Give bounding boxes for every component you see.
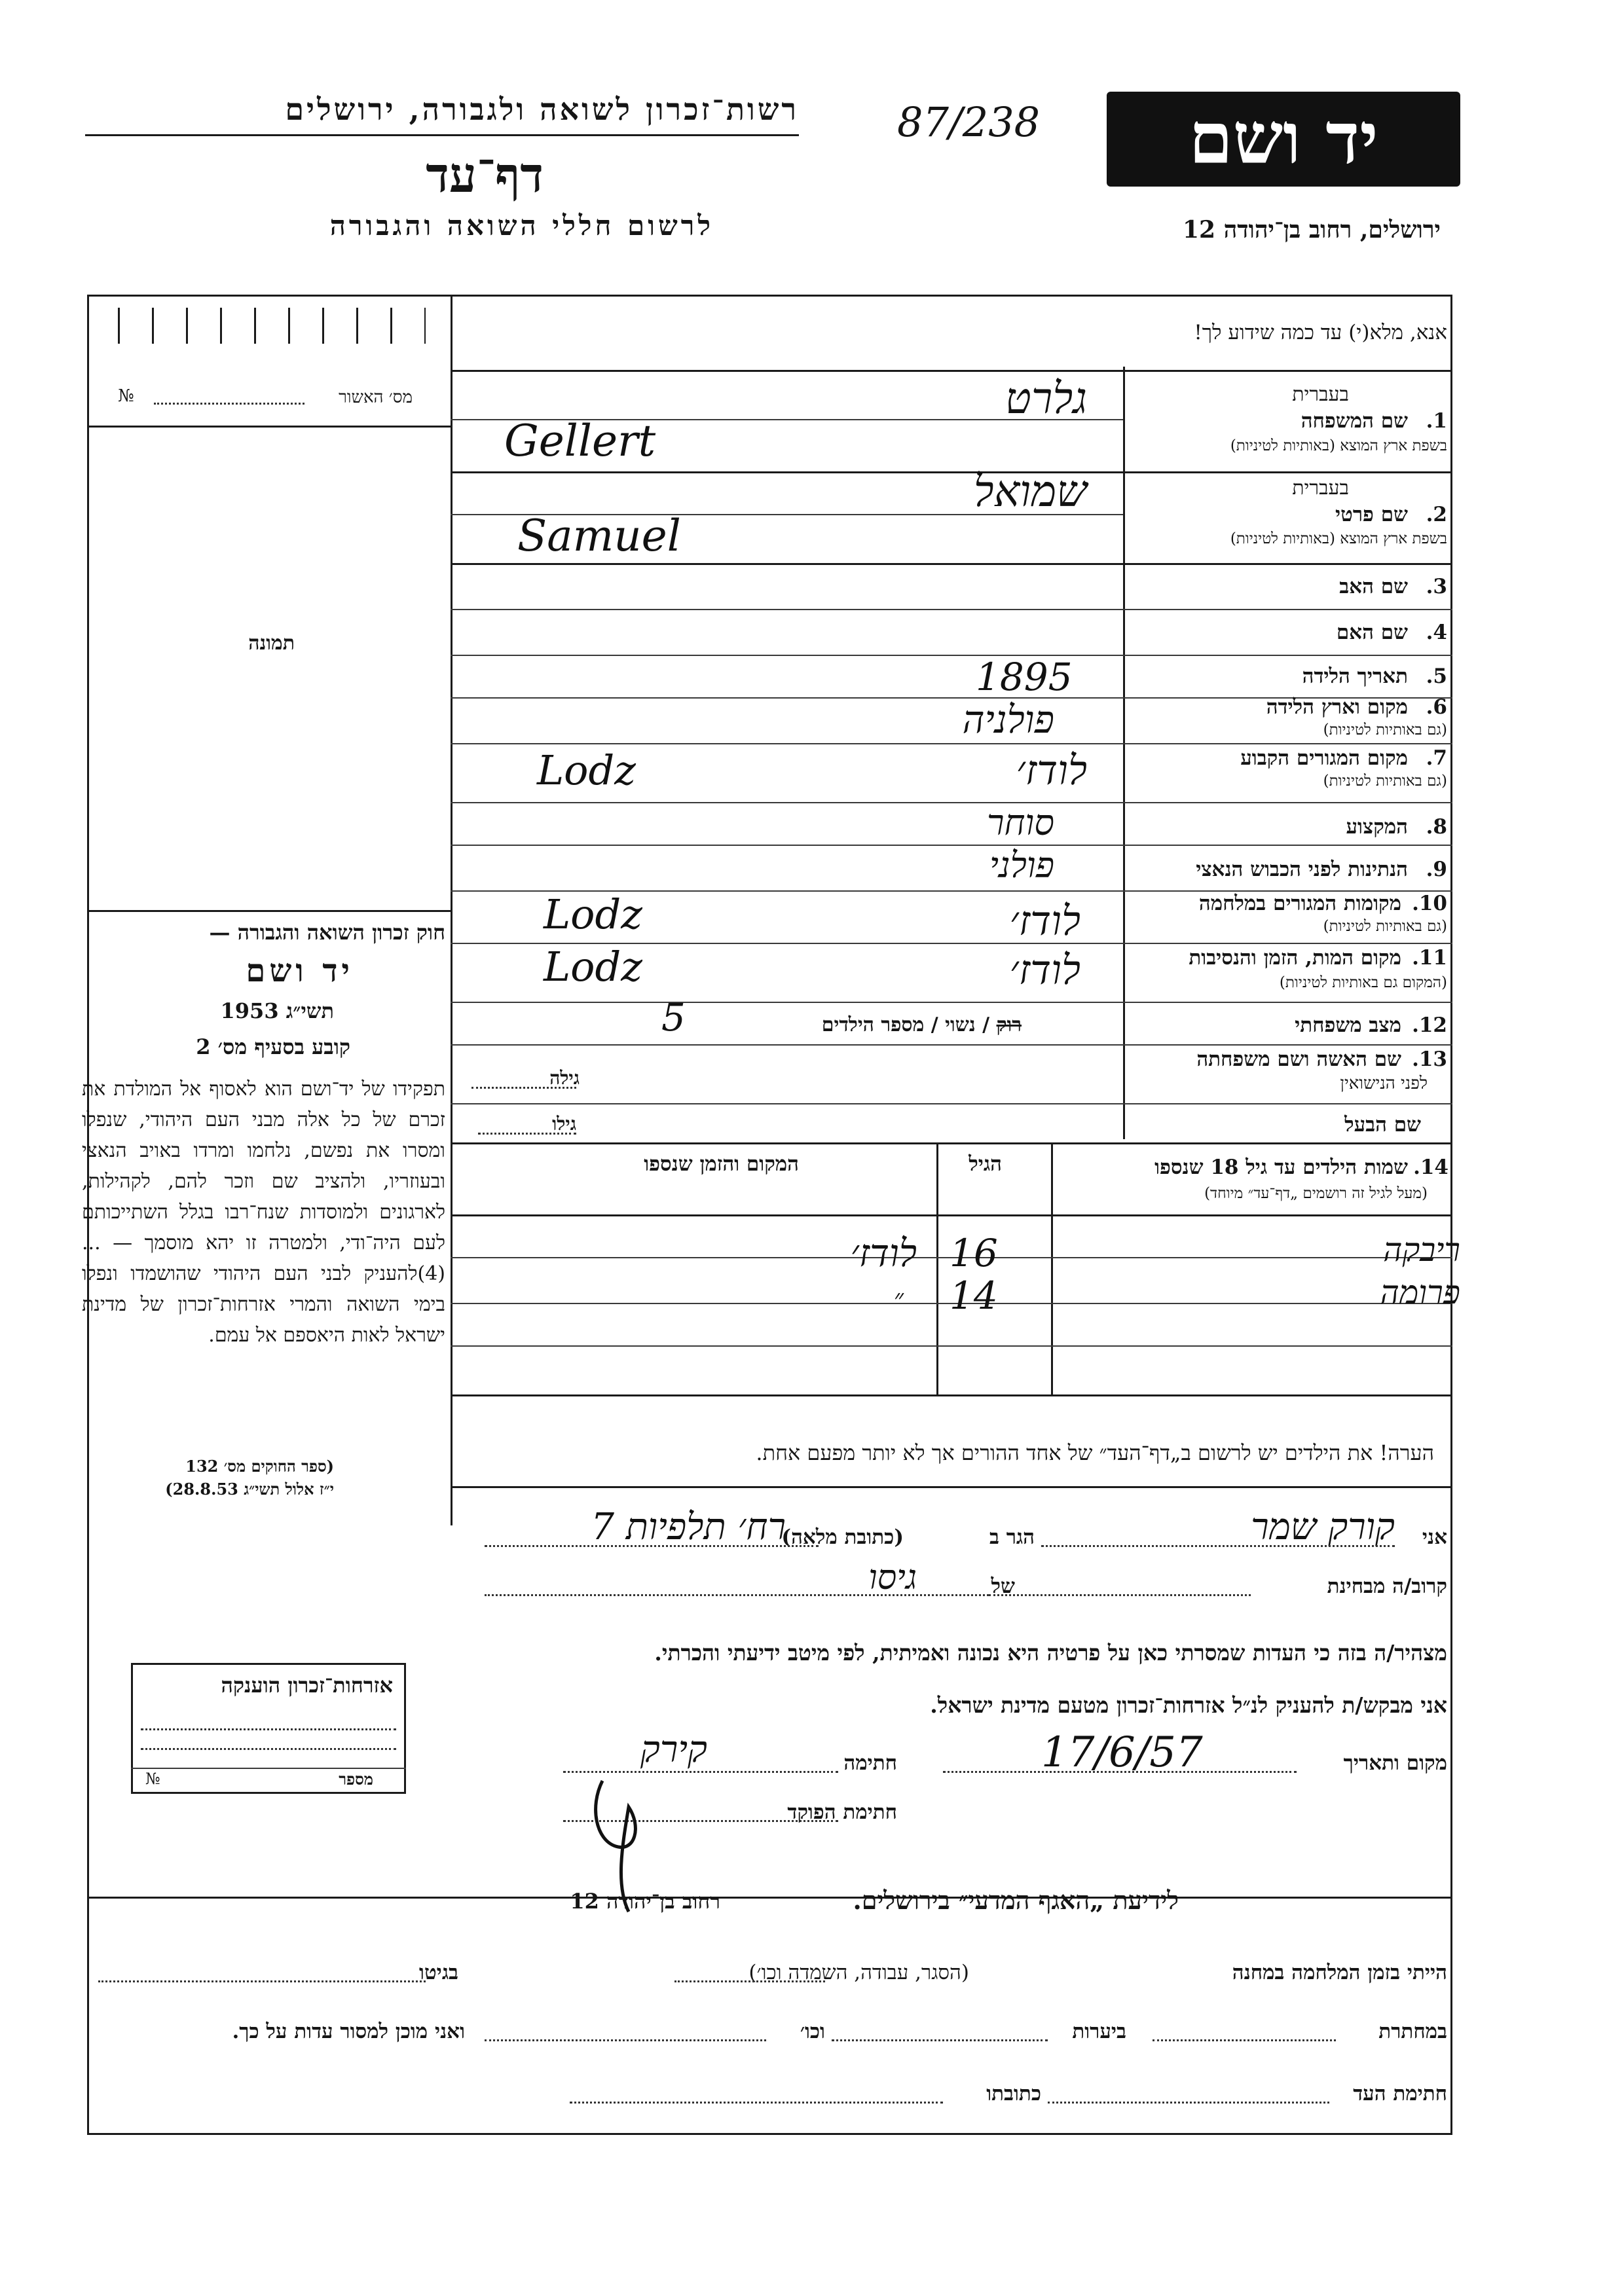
husband-age-dots xyxy=(478,1133,576,1135)
citizenship-line-2 xyxy=(141,1748,396,1750)
f12-options-rest: / נשוי / מספר הילדים xyxy=(821,1013,990,1036)
f12-children-count[interactable]: 5 xyxy=(661,995,686,1040)
declarant-relation-label: קרוב/ה מבחינת xyxy=(1327,1575,1447,1598)
declarant-signature[interactable]: קירק xyxy=(640,1728,707,1771)
citizenship-bottom-line xyxy=(131,1768,406,1769)
research-line3-dots-1 xyxy=(1048,2102,1329,2104)
citizenship-number-label: מספר xyxy=(339,1770,373,1789)
f2-value-hebrew[interactable]: שמואל xyxy=(973,466,1087,517)
f13-label: שם האשה ושם משפחתה xyxy=(1196,1048,1401,1071)
f9-label: הנתינות לפני הכבוש הנאצי xyxy=(1196,858,1408,881)
f12-struck-option: רוק xyxy=(996,1013,1022,1036)
declarant-address-dots xyxy=(485,1545,819,1547)
request-text: אני מבקש/ת להעניק לנ״ל אזרחות־זכרון מטעם מדינת ישראל. xyxy=(930,1692,1447,1718)
f10-value-latin[interactable]: Lodz xyxy=(544,890,642,938)
f12-label: מצב משפחתי xyxy=(1295,1013,1401,1037)
f10-sub: (גם באותיות לטיניות) xyxy=(1323,918,1447,935)
law-year: תשי״ג 1953 xyxy=(220,998,334,1023)
row-line-1 xyxy=(451,471,1452,473)
children-subtitle: (מעל לגיל זה רושמים „דף־עד״ מיוחד) xyxy=(1204,1185,1428,1202)
children-table-bottom xyxy=(451,1394,1452,1396)
declarant-of-dots xyxy=(485,1594,989,1596)
research-line2-d: ואני מוכן למסור עדות על כך. xyxy=(232,2020,465,2043)
f2-label: שם פרטי xyxy=(1335,503,1408,526)
f1-hebrew-tag: בעברית xyxy=(1292,383,1349,406)
f1-value-hebrew[interactable]: גלרט xyxy=(1005,373,1087,424)
row-line-8 xyxy=(451,845,1452,846)
signature-label: חתימה xyxy=(843,1751,897,1775)
photo-label: תמונה xyxy=(248,632,295,655)
law-ref-2: י״ז אלול תשי״ג 28.8.53) xyxy=(165,1480,334,1499)
f2-hebrew-tag: בעברית xyxy=(1292,477,1349,500)
children-row-line-3 xyxy=(451,1345,1452,1347)
approval-label: מס׳ האשור xyxy=(339,388,413,407)
declaration-text: מצהיר/ה בזה כי העדות שמסרתי כאן על פרטיה היא נכונה ואמיתית, לפי מיטב ידיעתי והכרתי. xyxy=(654,1640,1447,1666)
research-title: לידיעת „האגף המדעי״ בירושלים. xyxy=(853,1886,1179,1915)
declarant-full-address-label: (כתובת מלאה) xyxy=(781,1525,904,1549)
child-1-place[interactable]: לודז׳ xyxy=(850,1231,917,1275)
f7-value-latin[interactable]: Lodz xyxy=(537,746,636,794)
photo-box-top xyxy=(87,426,451,428)
f11-num: 11. xyxy=(1412,946,1447,970)
f4-num: 4. xyxy=(1426,621,1447,644)
f7-value-hebrew[interactable]: לודז׳ xyxy=(1016,746,1087,794)
note-bottom-line xyxy=(451,1486,1452,1488)
children-col-divider-2 xyxy=(936,1142,938,1394)
sidebar-divider xyxy=(451,295,452,1525)
f6-value[interactable]: פולניה xyxy=(962,697,1054,742)
law-logo: יד ושם xyxy=(246,953,354,989)
logo-text: יד ושם xyxy=(1189,98,1378,180)
row-line-2 xyxy=(451,563,1452,565)
declarant-resides-label: הגר ב xyxy=(989,1525,1035,1549)
f1-latin-tag: בשפת ארץ המוצא (באותיות לטיניות) xyxy=(1230,437,1447,454)
research-address: רחוב בן־יהודה 12 xyxy=(570,1889,720,1914)
f3-num: 3. xyxy=(1426,575,1447,598)
f12-options xyxy=(822,1013,1022,1036)
husband-age-label: גילו xyxy=(552,1113,576,1135)
row-line-13 xyxy=(451,1103,1452,1104)
f11-label: מקום המות, הזמן והנסיבות xyxy=(1189,946,1401,970)
f6-sub: (גם באותיות לטיניות) xyxy=(1323,721,1447,738)
f8-num: 8. xyxy=(1426,815,1447,839)
research-line2-a: במחתרת xyxy=(1378,2020,1447,2043)
children-title: שמות הילדים עד גיל 18 שנספו xyxy=(1154,1156,1408,1179)
citizenship-title: אזרחות־זכרון הוענקה xyxy=(221,1673,393,1698)
research-line2-dots-1 xyxy=(1153,2039,1336,2041)
f11-value-latin[interactable]: Lodz xyxy=(544,943,642,991)
f7-label: מקום המגורים הקבוע xyxy=(1240,746,1408,770)
declarant-of-label: של xyxy=(991,1575,1015,1598)
form-title: דף־עד xyxy=(426,147,544,204)
child-1-age[interactable]: 16 xyxy=(950,1231,998,1275)
header-address: ירושלים, רחוב בן־יהודה 12 xyxy=(1182,216,1441,244)
photo-box-bottom xyxy=(87,910,451,912)
research-line2-c: וכו׳ xyxy=(800,2020,825,2043)
f5-label: תאריך הלידה xyxy=(1302,665,1408,688)
notice-row-line xyxy=(451,370,1452,372)
f10-value-hebrew[interactable]: לודז׳ xyxy=(1009,897,1080,945)
declarant-i-label: אני xyxy=(1422,1525,1447,1549)
f8-label: המקצוע xyxy=(1346,815,1408,839)
notice-top: אנא, מלא(י) עד כמה שידוע לך! xyxy=(1194,321,1447,344)
f4-label: שם האם xyxy=(1336,621,1408,644)
archive-number: 87/238 xyxy=(897,98,1041,146)
declarant-relation[interactable]: גיסו xyxy=(868,1558,917,1597)
row-line-12 xyxy=(451,1044,1452,1046)
research-line1-a: הייתי בזמן המלחמה במחנה xyxy=(1232,1961,1447,1984)
law-ref-1: (ספר החוקים מס׳ 132 xyxy=(185,1457,334,1476)
f1-value-latin[interactable]: Gellert xyxy=(504,416,656,466)
research-line2-dots-3 xyxy=(485,2039,766,2041)
row-line-4 xyxy=(451,655,1452,656)
husband-label: שם הבעל xyxy=(1344,1113,1421,1137)
research-line1-dots-1 xyxy=(674,1980,825,1982)
form-purpose: לרשום חללי השואה והגבורה xyxy=(329,210,714,242)
labels-divider xyxy=(1123,367,1125,1139)
place-date-label: מקום ותאריך xyxy=(1343,1751,1447,1775)
law-title: חוק זכרון השואה והגבורה — xyxy=(209,920,445,945)
declaration-date[interactable]: 17/6/57 xyxy=(1041,1728,1203,1777)
research-line2-b: ביערות xyxy=(1072,2020,1126,2043)
law-text: תפקידו של יד־ושם הוא לאסוף אל המולדת את זכרם של כל אלה מבני העם היהודי, שנפלו ומסרו את נפשם, נלחמו ומרדו באויב הנאצי ובעוזריו, ולהציב שם וזכר להם, לקהילות, לארגונים ולמוסדות שנח־רבו בגלל השתייכותם לעם היה־ודי, ולמטרה זו יהא מוסמך — ...(4)להעניק לבני העם היהודי שהושמדו ונפלו בימי השואה והמרי אזרחות־זכרון של מדינת ישראל לאות היאספם אל עמם. xyxy=(82,1078,445,1347)
f11-value-hebrew[interactable]: לודז׳ xyxy=(1009,946,1080,994)
officer-signature-label: חתימת הפוקד xyxy=(787,1800,897,1824)
tick-boxes xyxy=(118,308,426,344)
f9-num: 9. xyxy=(1426,858,1447,881)
declarant-relation-dots xyxy=(989,1594,1251,1596)
child-2-place[interactable]: ״ xyxy=(893,1284,904,1314)
f10-num: 10. xyxy=(1412,892,1447,915)
child-2-name[interactable]: פרומה xyxy=(1380,1273,1460,1311)
f9-value[interactable]: פולני xyxy=(989,845,1054,886)
children-header-line xyxy=(451,1214,1452,1216)
research-line1-dots-2 xyxy=(98,1980,426,1982)
f10-label: מקומות המגורים במלחמה xyxy=(1198,892,1401,915)
row-line-14 xyxy=(451,1142,1452,1144)
f5-value[interactable]: 1895 xyxy=(976,655,1073,699)
research-bottom-line xyxy=(87,2133,1452,2135)
f12-num: 12. xyxy=(1412,1013,1447,1037)
research-line2-dots-2 xyxy=(832,2039,1048,2041)
research-line1-c: בגיטו xyxy=(419,1961,458,1984)
child-1-name[interactable]: ריבקה xyxy=(1383,1231,1460,1269)
declarant-name[interactable]: קורק שמר xyxy=(1251,1506,1395,1548)
f6-num: 6. xyxy=(1426,695,1447,719)
date-dots xyxy=(943,1771,1297,1773)
row-line-3 xyxy=(451,609,1452,610)
children-col-divider-1 xyxy=(1051,1142,1053,1394)
row-line-6 xyxy=(451,743,1452,744)
f2-num: 2. xyxy=(1426,503,1447,526)
citizenship-no-sign: № xyxy=(145,1770,160,1788)
f13-num: 13. xyxy=(1412,1048,1447,1071)
children-num: 14. xyxy=(1413,1156,1449,1179)
declarant-address[interactable]: רח׳ תלפיות 7 xyxy=(591,1506,786,1548)
row-line-11 xyxy=(451,1002,1452,1003)
research-line3-dots-2 xyxy=(570,2102,943,2104)
f2-value-latin[interactable]: Samuel xyxy=(517,511,681,561)
row-line-7 xyxy=(451,802,1452,803)
research-line1-b: (הסגר, עבודה, השמדה וכו׳) xyxy=(748,1961,969,1984)
declarant-name-dots xyxy=(1041,1545,1395,1547)
f13-age-label: גילה xyxy=(549,1067,580,1089)
law-clause: קובע בסעיף מס׳ 2 xyxy=(196,1034,350,1059)
research-line3-b: כתובתו xyxy=(986,2082,1041,2105)
children-age-header: הגיל xyxy=(969,1152,1002,1176)
f1-num: 1. xyxy=(1426,409,1447,433)
f7-num: 7. xyxy=(1426,746,1447,770)
approval-dotted xyxy=(154,403,304,405)
f13-age-dots xyxy=(471,1087,576,1089)
f6-label: מקום וארץ הלידה xyxy=(1266,695,1408,719)
children-place-header: המקום והזמן שנספו xyxy=(644,1152,799,1176)
f2-latin-tag: בשפת ארץ המוצא (באותיות לטיניות) xyxy=(1230,530,1447,547)
research-line3-a: חתימת העד xyxy=(1353,2082,1447,2105)
f1-label: שם המשפחה xyxy=(1301,409,1408,433)
f7-sub: (גם באותיות לטיניות) xyxy=(1323,773,1447,790)
authority-name: רשות־זכרון לשואה ולגבורה, ירושלים xyxy=(285,92,799,127)
approval-no-sign: № xyxy=(118,386,134,406)
f11-sub: (המקום גם באותיות לטיניות) xyxy=(1279,974,1447,991)
f3-label: שם האב xyxy=(1339,575,1408,598)
research-frame xyxy=(87,1899,1452,2134)
children-note: הערה! את הילדים יש לרשום ב„דף־העד״ של אחד ההורים אך לא יותר מפעם אחת. xyxy=(756,1440,1434,1465)
f13-sub: לפני הנישואין xyxy=(1340,1074,1428,1093)
child-2-age[interactable]: 14 xyxy=(950,1273,998,1318)
header-underline xyxy=(85,134,799,136)
yad-vashem-logo xyxy=(1107,92,1460,187)
f8-value[interactable]: סוחר xyxy=(986,802,1054,843)
citizenship-line-1 xyxy=(141,1728,396,1730)
f5-num: 5. xyxy=(1426,665,1447,688)
